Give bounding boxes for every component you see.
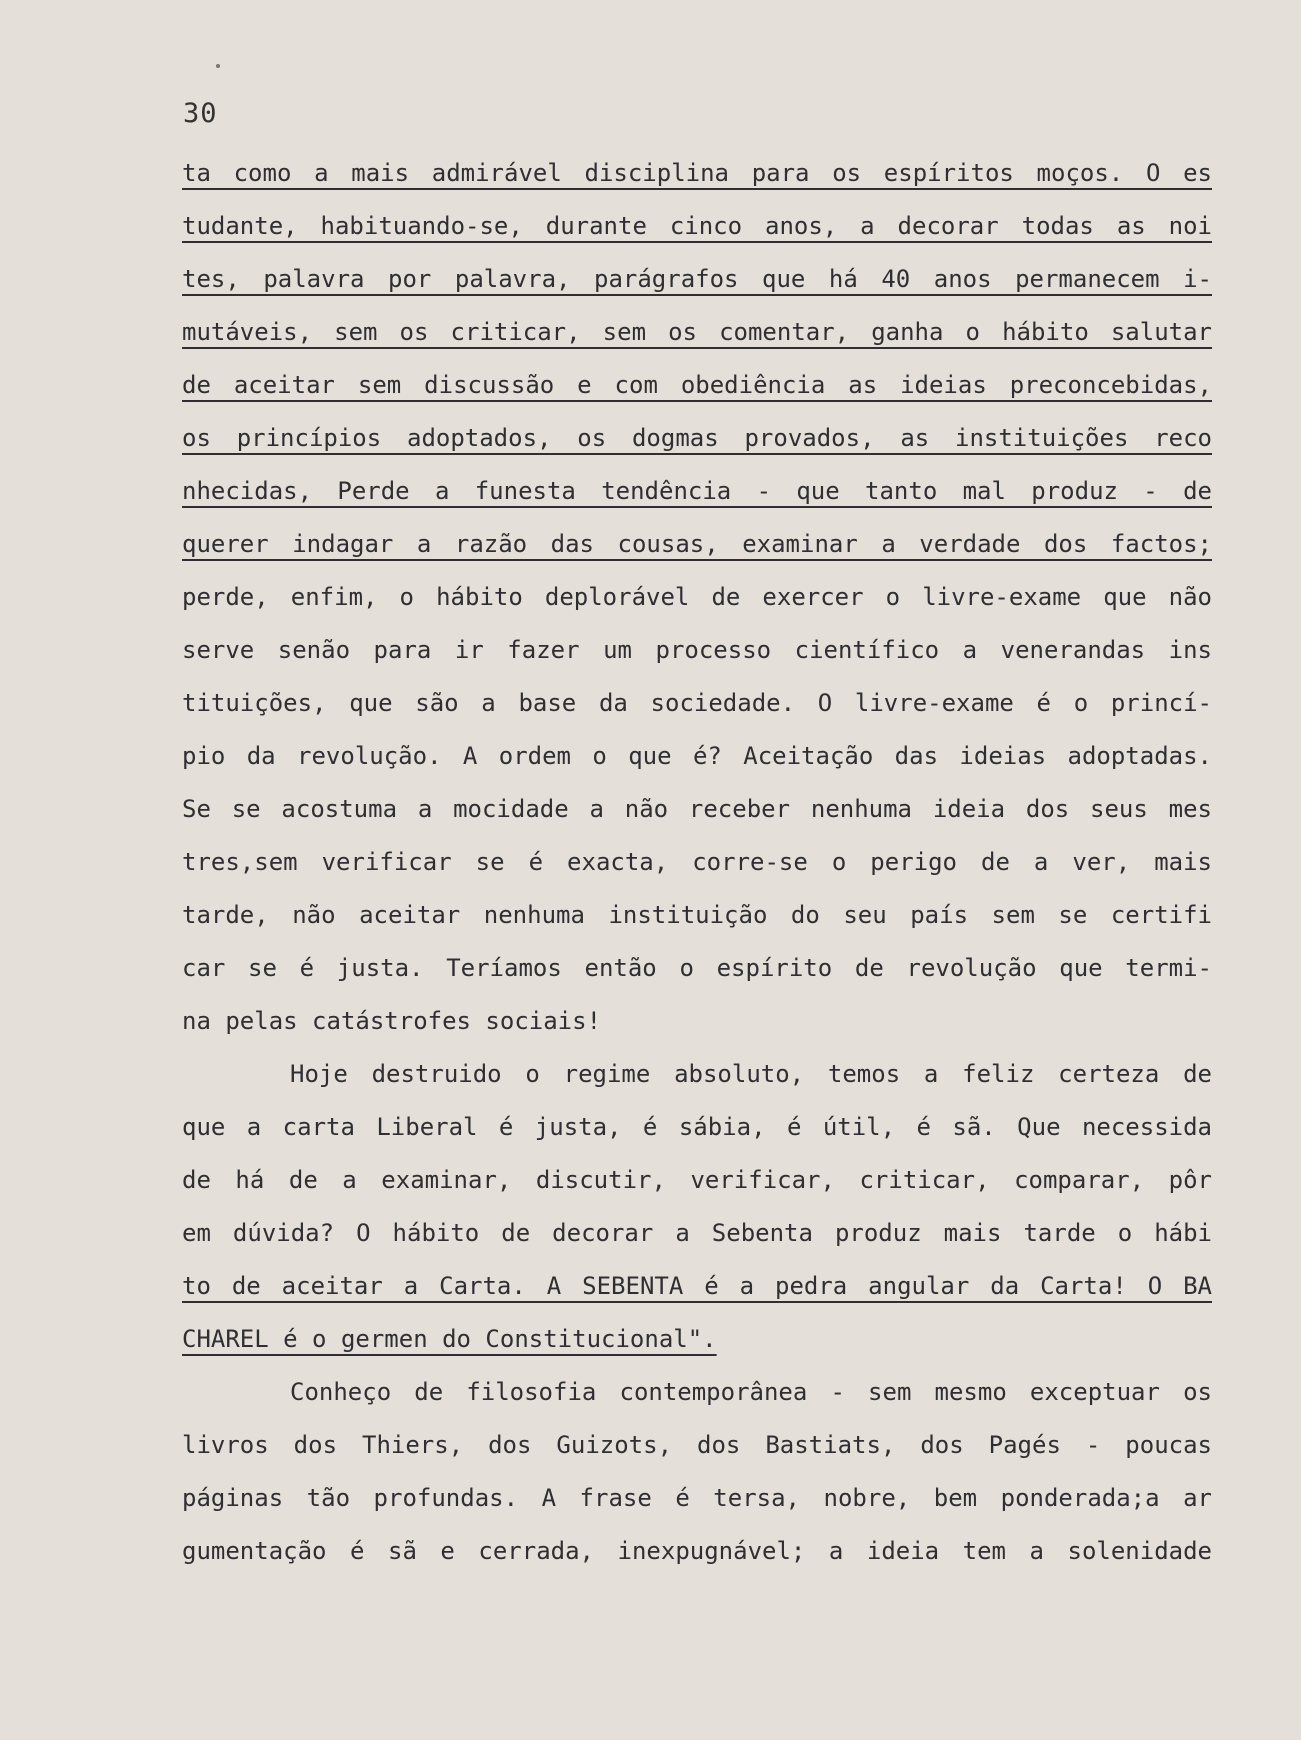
text-line: car se é justa. Teríamos então o espírito de revolução que termi- [182, 954, 1212, 982]
text-line: na pelas catástrofes sociais! [182, 1007, 602, 1035]
text-line: CHAREL é o germen do Constitucional". [182, 1325, 717, 1353]
text-line: de aceitar sem discussão e com obediência as ideias preconcebidas, [182, 371, 1212, 399]
text-line: mutáveis, sem os criticar, sem os comentar, ganha o hábito salutar [182, 318, 1212, 346]
text-line: de há de a examinar, discutir, verificar, criticar, comparar, pôr [182, 1166, 1212, 1194]
text-line: páginas tão profundas. A frase é tersa, nobre, bem ponderada;a ar [182, 1484, 1212, 1512]
text-line: tarde, não aceitar nenhuma instituição do seu país sem se certifi [182, 901, 1212, 929]
text-line: os princípios adoptados, os dogmas provados, as instituições reco [182, 424, 1212, 452]
text-line: em dúvida? O hábito de decorar a Sebenta produz mais tarde o hábi [182, 1219, 1212, 1247]
text-line: perde, enfim, o hábito deplorável de exercer o livre-exame que não [182, 583, 1212, 611]
page-number: 30 [183, 98, 218, 129]
text-line: pio da revolução. A ordem o que é? Aceitação das ideias adoptadas. [182, 742, 1212, 770]
text-line: tituições, que são a base da sociedade. O livre-exame é o princí- [182, 689, 1212, 717]
text-line: que a carta Liberal é justa, é sábia, é útil, é sã. Que necessida [182, 1113, 1212, 1141]
text-line: nhecidas, Perde a funesta tendência - que tanto mal produz - de [182, 477, 1212, 505]
text-line: tres,sem verificar se é exacta, corre-se o perigo de a ver, mais [182, 848, 1212, 876]
text-line: serve senão para ir fazer um processo científico a venerandas ins [182, 636, 1212, 664]
text-line: Se se acostuma a mocidade a não receber nenhuma ideia dos seus mes [182, 795, 1212, 823]
text-line: ta como a mais admirável disciplina para os espíritos moços. O es [182, 159, 1212, 187]
text-line: to de aceitar a Carta. A SEBENTA é a pedra angular da Carta! O BA [182, 1272, 1212, 1300]
text-line: querer indagar a razão das cousas, examinar a verdade dos factos; [182, 530, 1212, 558]
text-line: livros dos Thiers, dos Guizots, dos Bastiats, dos Pagés - poucas [182, 1431, 1212, 1459]
text-line: tudante, habituando-se, durante cinco anos, a decorar todas as noi [182, 212, 1212, 240]
text-line: gumentação é sã e cerrada, inexpugnável; a ideia tem a solenidade [182, 1537, 1212, 1565]
body-text [182, 152, 1212, 1583]
text-line: Conheço de filosofia contemporânea - sem mesmo exceptuar os [290, 1378, 1212, 1406]
stray-mark [216, 64, 220, 68]
text-line: tes, palavra por palavra, parágrafos que há 40 anos permanecem i- [182, 265, 1212, 293]
text-line: Hoje destruido o regime absoluto, temos a feliz certeza de [290, 1060, 1212, 1088]
